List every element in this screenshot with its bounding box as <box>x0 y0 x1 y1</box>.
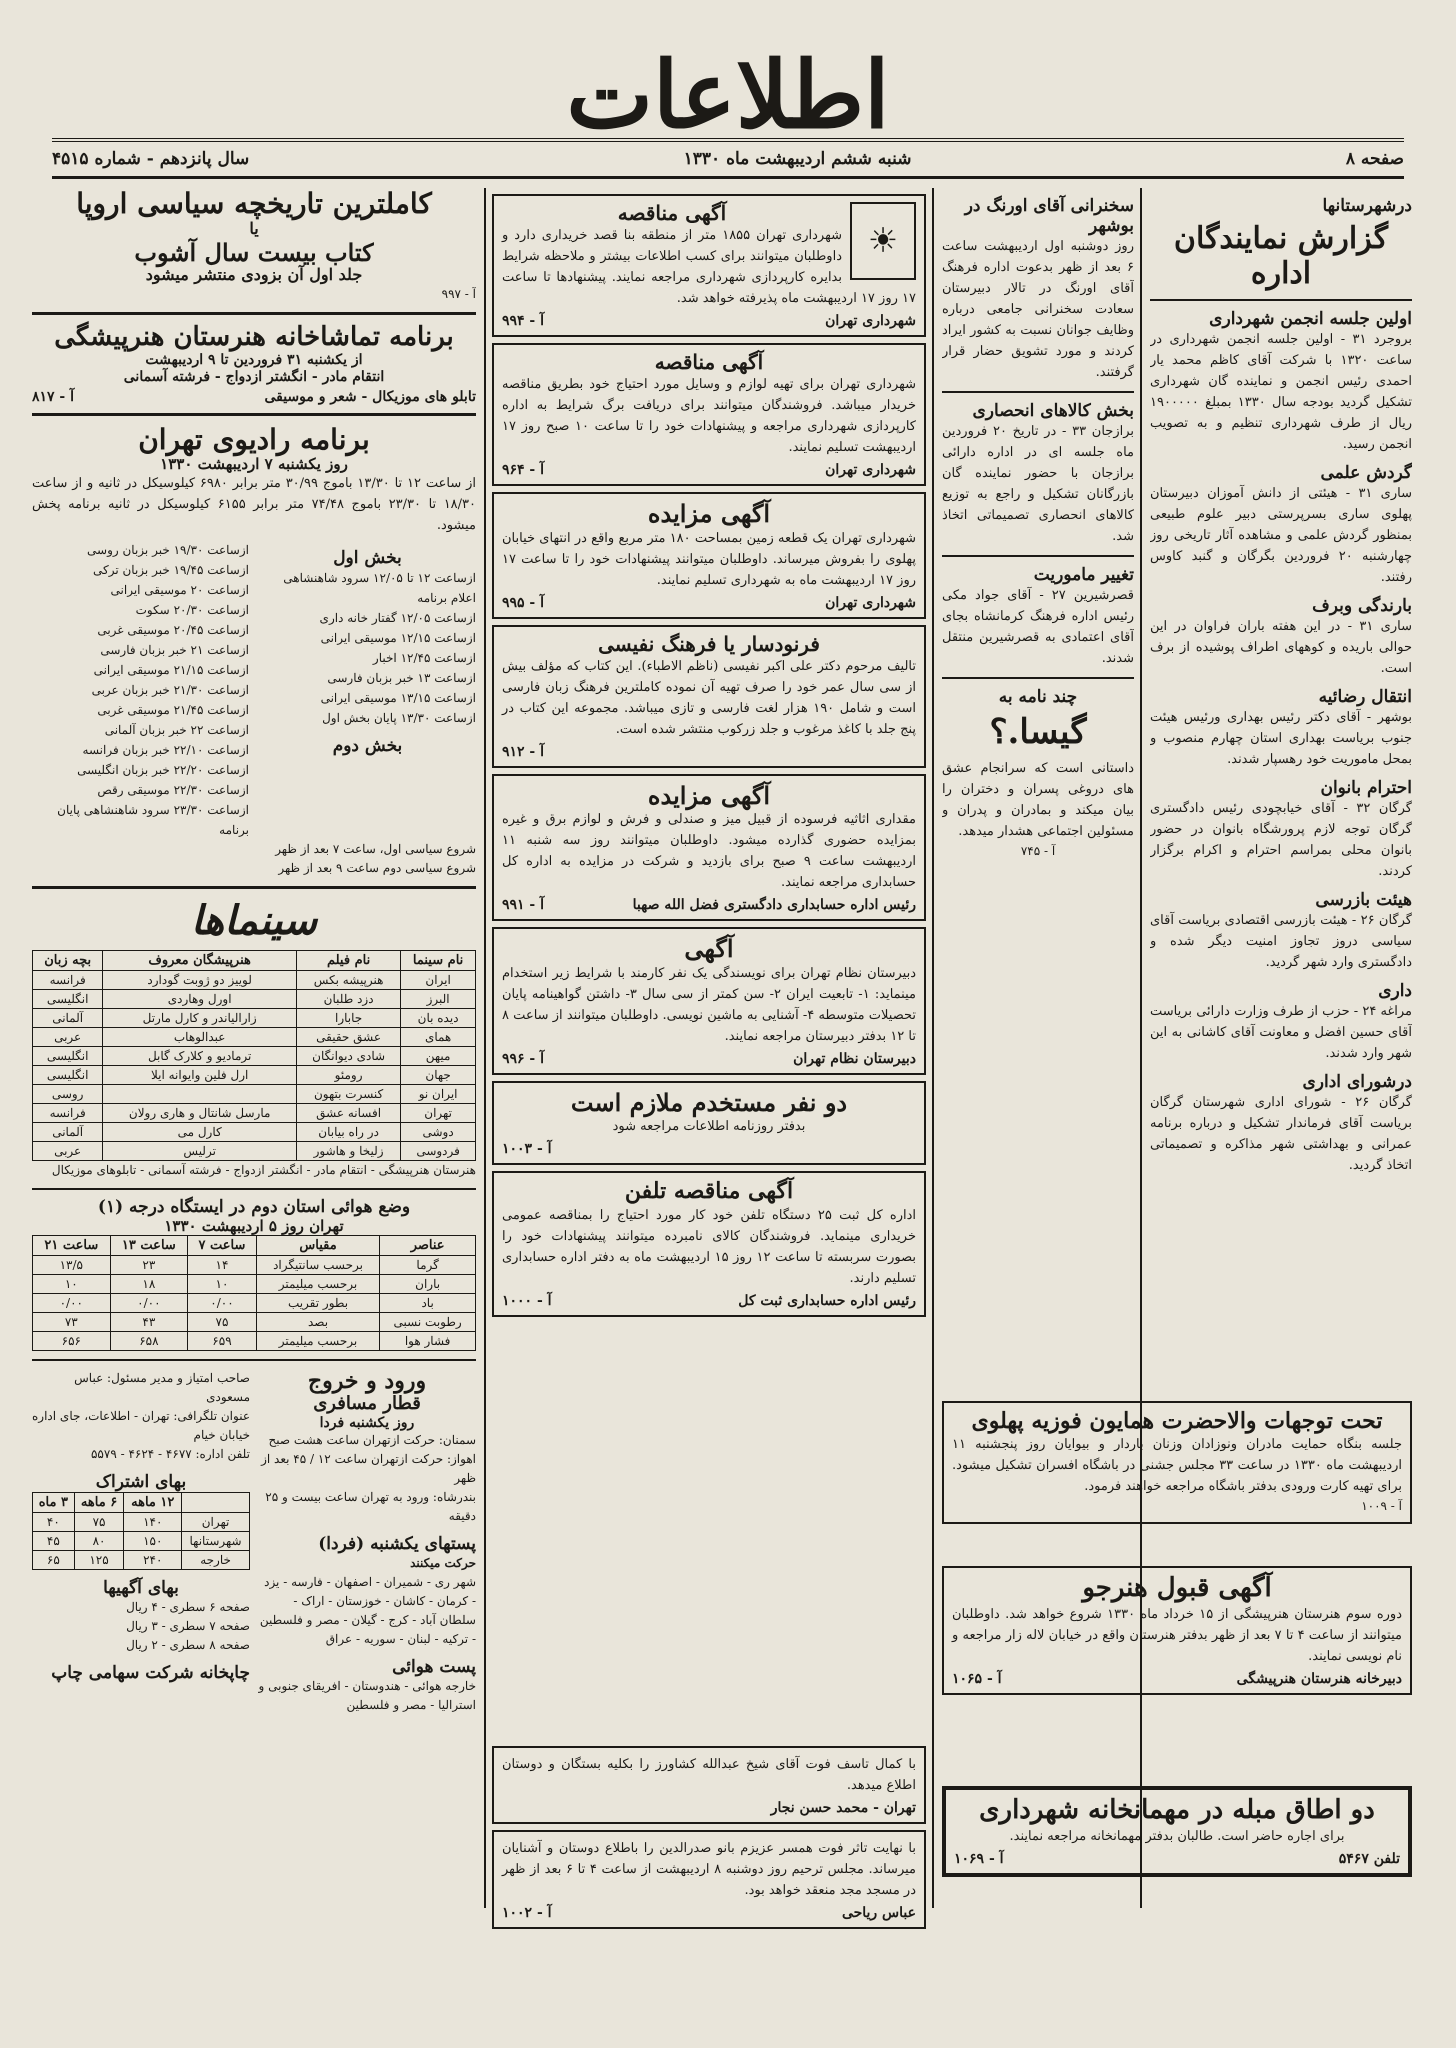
cinema-logo: سینماها <box>190 897 318 945</box>
news-item: گردش علمی ساری ۳۱ - هیئتی از دانش آموزان دبیرستان پهلوی ساری بسرپرستی دبیر علوم طبیعی بمنظور گردش علمی و مشاهده آثار تاریخی روز چهارشنبه ۲۰ فروردین بگرگان و گنبد کاوس رفتند. <box>1150 463 1412 585</box>
table-row: خارجه ۲۴۰ ۱۲۵ ۶۵ <box>33 1550 250 1569</box>
table-row: فشار هوا برحسب میلیمتر ۶۵۹ ۶۵۸ ۶۵۶ <box>33 1331 476 1350</box>
section-label: درشهرستانها <box>1322 196 1412 216</box>
theater-program-title: برنامه تماشاخانه هنرستان هنرپیشگی <box>54 321 454 352</box>
news-item: تغییر ماموریت قصرشیرین ۲۷ - آقای جواد مکی رئیس اداره فرهنگ کرمانشاه بجای آقای اعتمادی به قصرشیرین منتقل شدند. <box>942 565 1134 666</box>
table-row: جهان رومئو ارل فلین وایوانه ایلا انگلیسی <box>33 1066 476 1085</box>
condolence-notices: با کمال تاسف فوت آقای شیخ عبدالله کشاورز را بکلیه بستگان و دوستان اطلاع میدهد. تهران - محمد حسن نجار با نهایت تاثر فوت همسر عزیزم بانو صدرالدین را باطلاع دوستان و آشنایان میرساند. مجلس ترحیم روز دوشنبه ۸ اردیبهشت از ساعت ۴ تا ۶ بعد از ظهر در مسجد مجد منعقد خواهد بود. عباس ریاحی آ - ۱۰۰۲ <box>492 1740 926 1935</box>
column-listings: کاملترین تاریخچه سیاسی اروپا یا کتاب بیست سال آشوب جلد اول آن بزودی منتشر میشود آ - ۹۹۷ برنامه تماشاخانه هنرستان هنرپیشگی از یکشنبه ۳۱ فروردین تا ۹ اردیبهشت انتقام مادر - انگشتر ازدواج - فرشته آسمانی تابلو های موزیکال - شعر و موسیقی آ - ۸۱۷ برنامه رادیوی تهران روز یکشنبه ۷ اردیبهشت ۱۳۳۰ از ساعت ۱۲ تا ۱۳/۳۰ باموج ۳۰/۹۹ متر برابر ۶۹۸۰ کیلوسیکل در ثانیه و از ساعت ۱۸/۳۰ تا ۲۳/۳۰ باموج ۷۴/۴۸ متر برابر ۶۱۵۵ کیلوسیکل در ثانیه برنامه پخش میشود. بخش اول ازساعت ۱۲ تا ۱۲/۰۵ سرود شاهنشاهی اعلام برنامه ازساعت ۱۲/۰۵ گفتار خانه داری ازساعت ۱۲/۱۵ موسیقی ایرانی ازساعت ۱۲/۴۵ اخبار ازساعت ۱۳ خبر بزبان فارسی ازساعت ۱۳/۱۵ موسیقی ایرانی ازساعت ۱۳/۳۰ پایان بخش اول بخش دوم ازساعت ۱۹/۳۰ خبر بزبان روسی ازساعت ۱۹/۴۵ خبر بزبان ترکی ازساعت ۲۰ موسیقی ایرانی ازساعت ۲۰/۳۰ سکوت ازساعت ۲۰/۴۵ موسیقی غربی ازساعت ۲۱ خبر بزبان فارسی ازساعت ۲۱/۱۵ موسیقی ایرانی ازساعت ۲۱/۳۰ خبر بزبان عربی ازساعت ۲۱/۴۵ موسیقی غربی ازساعت ۲۲ خبر بزبان آلمانی ازساعت ۲۲/۱۰ خبر بزبان فرانسه ازساعت ۲۲/۲۰ خبر بزبان انگلیسی ازساعت ۲۲/۳۰ موسیقی رقص ازساعت ۲۳/۳۰ سرود شاهنشاهی پایان برنامه شروع سیاسی اول، ساعت ۷ بعد از ظهر شروع سیاسی دوم ساعت ۹ بعد از ظهر سینماها نام سینما نام فیلم هنرپیشگان معروف بچه زبان ایران هنرپیشه بکس لوییز دو ژوبت گودارد فرانسه البرز دزد طلبان اورل وهاردی انگلیسی دیده بان جابارا زارالیاندر و کارل مارتل آلمانی همای عشق حقیقی عبدالوهاب عربی میهن شادی دیوانگان ترمادیو و کلارک گابل انگلیسی جهان رومئو ارل فلین وایوانه ایلا انگلیسی ایران نو کنسرت بتهون روسی تهران افسانه عشق مارسل شانتال و هاری رولان فرانسه دوشی در راه بیابان کارل می آلمانی فردوسی زلیخا و هاشور ترلیس عربی هنرستان هنرپیشگی - انتقام مادر - انگشتر ازدواج - فرشته آسمانی - تابلوهای موزیکال وضع هوائی استان دوم در ایستگاه درجه (۱) تهران روز ۵ اردیبهشت ۱۳۳۰ عناصر مقیاس ساعت ۷ ساعت ۱۳ ساعت ۲۱ گرما برحسب سانتیگراد ۱۴ ۲۳ ۱۳/۵ باران برحسب میلیمتر ۱۰ ۱۸ ۱۰ باد بطور تقریب ۰/۰۰ ۰/۰۰ ۰/۰۰ رطوبت نسبی بصد ۷۵ ۴۳ ۷۳ فشار هوا برحسب میلیمتر ۶۵۹ ۶۵۸ ۶۵۶ ورود و خروج قطار مسافری روز یکشنبه فردا سمنان: حرکت ازتهران ساعت هشت صبح اهواز: حرکت ازتهران ساعت ۱۲ / ۴۵ بعد از ظهر بندرشاه: ورود به تهران ساعت بیست و ۲۵ دقیقه پستهای یکشنبه (فردا) حرکت میکنند شهر ری - شمیران - اصفهان - فارسه - یزد - کرمان - کاشان - خوزستان - اراک - سلطان آباد - کرج - گیلان - مصر و فلسطین - ترکیه - لبنان - سوریه - عراق پست هوائی خارجه هوائی - هندوستان - افریقای جنوبی و استرالیا - مصر و فلسطین صاحب امتیاز و مدیر مسئول: عباس مسعودی عنوان تلگرافی: تهران - اطلاعات، جای اداره خیابان خیام تلفن اداره: ۴۶۷۷ - ۴۶۲۴ - ۵۵۷۹ بهای اشتراک ۱۲ ماهه ۶ ماهه ۳ ماه تهران ۱۴۰ ۷۵ ۴۰ شهرستانها ۱۵۰ ۸۰ ۴۵ خارجه ۲۴۰ ۱۲۵ ۶۵ بهای آگهیها صفحه ۶ سطری - ۴ ریال صفحه ۷ سطری - ۳ ریال صفحه ۸ سطری - ۲ ریال چاپخانه شرکت سهامی چاپ <box>32 188 476 2008</box>
column-local-news <box>942 188 1134 1488</box>
publisher-box: صاحب امتیاز و مدیر مسئول: عباس مسعودی عنوان تلگرافی: تهران - اطلاعات، جای اداره خیابان خیام تلفن اداره: ۴۶۷۷ - ۴۶۲۴ - ۵۵۷۹ بهای اشتراک ۱۲ ماهه ۶ ماهه ۳ ماه تهران ۱۴۰ ۷۵ ۴۰ شهرستانها ۱۵۰ ۸۰ ۴۵ خارجه ۲۴۰ ۱۲۵ ۶۵ بهای آگهیها صفحه ۶ سطری - ۴ ریال صفحه ۷ سطری - ۳ ریال صفحه ۸ سطری - ۲ ریال چاپخانه شرکت سهامی چاپ <box>32 1370 250 1683</box>
table-row: شهرستانها ۱۵۰ ۸۰ ۴۵ <box>33 1531 250 1550</box>
tender-notice: آگهی مناقصه شهرداری تهران برای تهیه لوازم و وسایل مورد احتیاج خود بطریق مناقصه خریدار میباشد. فروشندگان میتوانند برای دریافت برگ شرایط به اداره کارپردازی شهرداری مراجعه و پیشنهادات خود را تا ساعت ۱۰ صبح روز ۱۷ اردیبهشت تسلیم نمایند. شهرداری تهران آ - ۹۶۴ <box>492 343 926 486</box>
column-rule <box>932 188 934 1908</box>
news-item: احترام بانوان گرگان ۳۲ - آقای خیابچودی رئیس دادگستری گرگان توجه لازم پرورشگاه بانوان در حضور بانوان محلی بمراسم احترام و اکرام برگزار کردند. <box>1150 778 1412 879</box>
employment-notice: آگهی دبیرستان نظام تهران برای نویسندگی یک نفر کارمند با شرایط زیر استخدام مینماید: ۱- تابعیت ایران ۲- سن کمتر از سی سال ۳- داشتن گواهینامه پایان تحصیلات متوسطه ۴- آشنایی به ماشین نویسی. داوطلبان میتوانند از ساعت ۸ تا ۱۲ بدفتر دبیرستان مراجعه نمایند. دبیرستان نظام تهران آ - ۹۹۶ <box>492 927 926 1075</box>
table-row: باد بطور تقریب ۰/۰۰ ۰/۰۰ ۰/۰۰ <box>33 1293 476 1312</box>
weather-title: وضع هوائی استان دوم در ایستگاه درجه (۱) <box>97 1197 411 1218</box>
cinema-table: نام سینما نام فیلم هنرپیشگان معروف بچه زبان ایران هنرپیشه بکس لوییز دو ژوبت گودارد فرانسه البرز دزد طلبان اورل وهاردی انگلیسی دیده بان جابارا زارالیاندر و کارل مارتل آلمانی همای عشق حقیقی عبدالوهاب عربی میهن شادی دیوانگان ترمادیو و کلارک گابل انگلیسی جهان رومئو ارل فلین وایوانه ایلا انگلیسی ایران نو کنسرت بتهون روسی تهران افسانه عشق مارسل شانتال و هاری رولان فرانسه دوشی در راه بیابان کارل می آلمانی فردوسی زلیخا و هاشور ترلیس عربی <box>32 950 476 1161</box>
masthead: اطلاعات <box>566 41 890 149</box>
issue-number: سال پانزدهم - شماره ۴۵۱۵ <box>52 149 250 169</box>
tender-notice: ☀ آگهی مناقصه شهرداری تهران ۱۸۵۵ متر از منطقه بنا قصد خریداری دارد و داوطلبان میتوانند برای کسب اطلاعات بیشتر و ملاحظه شرایط بدایره کارپردازی شهرداری مراجعه نمایند. پیشنهادها تا ساعت ۱۷ روز ۱۷ اردیبهشت ماه پذیرفته خواهد شد. شهرداری تهران آ - ۹۹۴ <box>492 194 926 337</box>
news-item: درشورای اداری گرگان ۲۶ - شورای اداری شهرستان گرگان بریاست آقای فرماندار تشکیل و درباره برنامه عمرانی و بهداشتی شهر مذاکره و تصمیماتی اتخاذ گردید. <box>1150 1072 1412 1173</box>
table-row: تهران ۱۴۰ ۷۵ ۴۰ <box>33 1512 250 1531</box>
lion-sun-emblem-icon: ☀ <box>850 202 916 280</box>
table-row: البرز دزد طلبان اورل وهاردی انگلیسی <box>33 990 476 1009</box>
travel-box: ورود و خروج قطار مسافری روز یکشنبه فردا سمنان: حرکت ازتهران ساعت هشت صبح اهواز: حرکت ازتهران ساعت ۱۲ / ۴۵ بعد از ظهر بندرشاه: ورود به تهران ساعت بیست و ۲۵ دقیقه پستهای یکشنبه (فردا) حرکت میکنند شهر ری - شمیران - اصفهان - فارسه - یزد - کرمان - کاشان - خوزستان - اراک - سلطان آباد - کرج - گیلان - مصر و فلسطین - ترکیه - لبنان - سوریه - عراق پست هوائی خارجه هوائی - هندوستان - افریقای جنوبی و استرالیا - مصر و فلسطین <box>258 1367 476 1712</box>
column-notices <box>492 188 926 1918</box>
auction-notice: آگهی مزایده مقداری اثاثیه فرسوده از قبیل میز و صندلی و فرش و لوازم برق و غیره بمزایده حضوری گذارده میشود. داوطلبان میتوانند روز سه شنبه ۱۱ اردیبهشت ساعت ۹ صبح برای بازدید و شرکت در مزایده به اداره کل حسابداری مراجعه نمایند. رئیس اداره حسابداری دادگستری فضل الله صهبا آ - ۹۹۱ <box>492 774 926 922</box>
table-row: گرما برحسب سانتیگراد ۱۴ ۲۳ ۱۳/۵ <box>33 1255 476 1274</box>
ad-code: آ - ۷۴۵ <box>1020 844 1056 859</box>
issue-date: شنبه ششم اردیبهشت ماه ۱۳۳۰ <box>683 149 912 169</box>
news-item: بخش کالاهای انحصاری برازجان ۳۳ - در تاریخ ۲۰ فروردین ماه جلسه ای در اداره دارائی برازجان با حضور نماینده گان بازرگانان تشکیل و راجع به توزیع کالاهای انحصاری تصمیماتی اتخاذ شد. <box>942 401 1134 544</box>
table-row: دیده بان جابارا زارالیاندر و کارل مارتل آلمانی <box>33 1009 476 1028</box>
page-number: صفحه ۸ <box>1345 149 1404 169</box>
news-item: اولین جلسه انجمن شهرداری بروجرد ۳۱ - اولین جلسه انجمن شهرداری در ساعت ۱۳۲۰ با شرکت آقای کاظم محمد یار احمدی رئیس انجمن و نماینده گان شهرداری تشکیل گردید بودجه سال ۱۳۳۰ بمبلغ ۱۹۰۰۰۰۰ ریال از طرف شهرداری تنظیم و به تصویب انجمن رسید. <box>1150 309 1412 452</box>
column-rule <box>484 188 486 1908</box>
radio-program-title: برنامه رادیوی تهران <box>138 422 370 456</box>
radio-schedule-part-one: بخش اول ازساعت ۱۲ تا ۱۲/۰۵ سرود شاهنشاهی اعلام برنامه ازساعت ۱۲/۰۵ گفتار خانه داری ازساعت ۱۲/۱۵ موسیقی ایرانی ازساعت ۱۲/۴۵ اخبار ازساعت ۱۳ خبر بزبان فارسی ازساعت ۱۳/۱۵ موسیقی ایرانی ازساعت ۱۳/۳۰ پایان بخش اول بخش دوم <box>283 548 476 757</box>
subscription-table: ۱۲ ماهه ۶ ماهه ۳ ماه تهران ۱۴۰ ۷۵ ۴۰ شهرستانها ۱۵۰ ۸۰ ۴۵ خارجه ۲۴۰ ۱۲۵ ۶۵ <box>32 1492 250 1570</box>
dateline <box>52 138 1404 179</box>
table-row: ایران هنرپیشه بکس لوییز دو ژوبت گودارد فرانسه <box>33 971 476 990</box>
table-row: رطوبت نسبی بصد ۷۵ ۴۳ ۷۳ <box>33 1312 476 1331</box>
feature-title: گیسا.؟ <box>989 712 1087 752</box>
feature-text: داستانی است که سرانجام عشق های دروغی پسران و دختران را بیان میکند و بمادران و پدران و مسئولین اجتماعی هشدار میدهد. <box>942 761 1134 840</box>
news-item: داری مراغه ۲۴ - حزب از طرف وزارت دارائی بریاست آقای حسین افضل و معاونت آقای کاشانی به این شهر وارد شدند. <box>1150 981 1412 1061</box>
feature-kicker: چند نامه به <box>998 687 1078 707</box>
table-row: تهران افسانه عشق مارسل شانتال و هاری رولان فرانسه <box>33 1104 476 1123</box>
auction-notice: آگهی مزایده شهرداری تهران یک قطعه زمین بمساحت ۱۸۰ متر مربع واقع در انتهای خیابان پهلوی را بفروش میرساند. داوطلبان میتوانند پیشنهادات خود را تا ساعت ۱۷ روز ۱۷ اردیبهشت ماه به شهرداری تسلیم نمایند. شهرداری تهران آ - ۹۹۵ <box>492 492 926 619</box>
table-row: ایران نو کنسرت بتهون روسی <box>33 1085 476 1104</box>
table-row: فردوسی زلیخا و هاشور ترلیس عربی <box>33 1142 476 1161</box>
column-regional-news <box>1150 188 1412 2008</box>
news-item: هیئت بازرسی گرگان ۲۶ - هیئت بازرسی اقتصادی بریاست آقای سیاسی دروز تجاوز امنیت دیگر شده و دادگستری وارد شهر گردید. <box>1150 890 1412 970</box>
table-row: دوشی در راه بیابان کارل می آلمانی <box>33 1123 476 1142</box>
table-row: همای عشق حقیقی عبدالوهاب عربی <box>33 1028 476 1047</box>
table-row: باران برحسب میلیمتر ۱۰ ۱۸ ۱۰ <box>33 1274 476 1293</box>
book-ad-title: کاملترین تاریخچه سیاسی اروپا <box>76 188 432 220</box>
telephone-tender: آگهی مناقصه تلفن اداره کل ثبت ۲۵ دستگاه تلفن خود کار مورد احتیاج را بمناقصه عمومی خریداری مینماید. فروشندگان کالای نامبرده میتوانند پیشنهادات خود را بصورت سربسته تا ساعت ۱۲ روز ۱۵ اردیبهشت ماه به دفتر اداره حسابداری تسلیم دارند. رئیس اداره حسابداری ثبت کل آ - ۱۰۰۰ <box>492 1171 926 1316</box>
dictionary-ad: فرنودسار یا فرهنگ نفیسی تالیف مرحوم دکتر علی اکبر نفیسی (ناظم الاطباء). این کتاب که مؤلف بیش از سی سال عمر خود را صرف تهیه آن نموده کاملترین فرهنگ زبان فارسی است و شامل ۱۹۰ هزار لغت فارسی و تازی میباشد. مجموعه این کتاب در پنج جلد با کاغذ مرغوب و جلد زرکوب منتشر شده است. آ - ۹۱۲ <box>492 625 926 768</box>
headline: گزارش نمایندگان اداره <box>1173 221 1389 291</box>
wanted-ad: دو نفر مستخدم ملازم است بدفتر روزنامه اطلاعات مراجعه شود آ - ۱۰۰۳ <box>492 1081 926 1166</box>
table-row: میهن شادی دیوانگان ترمادیو و کلارک گابل انگلیسی <box>33 1047 476 1066</box>
student-admission-ad: آگهی قبول هنرجو دوره سوم هنرستان هنرپیشگی از ۱۵ خرداد ماه ۱۳۳۰ شروع خواهد شد. داوطلبان میتوانند از ساعت ۴ تا ۷ بعد از ظهر بدفتر هنرستان واقع در خیابان لاله زار مراجعه و نام نویسی نمایند. دبیرخانه هنرستان هنرپیشگی آ - ۱۰۶۵ <box>942 1560 1412 1701</box>
weather-table: عناصر مقیاس ساعت ۷ ساعت ۱۳ ساعت ۲۱ گرما برحسب سانتیگراد ۱۴ ۲۳ ۱۳/۵ باران برحسب میلیمتر ۱۰ ۱۸ ۱۰ باد بطور تقریب ۰/۰۰ ۰/۰۰ ۰/۰۰ رطوبت نسبی بصد ۷۵ ۴۳ ۷۳ فشار هوا برحسب میلیمتر ۶۵۹ ۶۵۸ ۶۵۶ <box>32 1235 476 1351</box>
news-item: بارندگی وبرف ساری ۳۱ - در این هفته باران فراوان در این حوالی باریده و کوههای اطراف پوشیده از برف است. <box>1150 596 1412 676</box>
royal-notice: تحت توجهات والاحضرت همایون فوزیه پهلوی جلسه بنگاه حمایت مادران ونوزادان وزنان باردار و بیوایان روز پنجشنبه ۱۱ اردیبهشت ماه ۱۳۳۰ در ساعت ۳۳ مجلس جشنی در باشگاه افسران تشکیل میشود. برای تهیه کارت ورودی بدفتر باشگاه مراجعه خواهند فرمود. آ - ۱۰۰۹ <box>942 1395 1412 1530</box>
news-item: سخنرانی آقای اورنگ در بوشهر روز دوشنبه اول اردیبهشت ساعت ۶ بعد از ظهر بدعوت اداره فرهنگ آقای اورنگ در تالار دبیرستان سعادت سخنرانی جامعی درباره وظایف جوانان نسبت به کشور ایراد کردند و مورد تشویق حضار قرار گرفتند. <box>942 196 1134 380</box>
radio-schedule-part-two: ازساعت ۱۹/۳۰ خبر بزبان روسی ازساعت ۱۹/۴۵ خبر بزبان ترکی ازساعت ۲۰ موسیقی ایرانی ازساعت ۲۰/۳۰ سکوت ازساعت ۲۰/۴۵ موسیقی غربی ازساعت ۲۱ خبر بزبان فارسی ازساعت ۲۱/۱۵ موسیقی ایرانی ازساعت ۲۱/۳۰ خبر بزبان عربی ازساعت ۲۱/۴۵ موسیقی غربی ازساعت ۲۲ خبر بزبان آلمانی ازساعت ۲۲/۱۰ خبر بزبان فرانسه ازساعت ۲۲/۲۰ خبر بزبان انگلیسی ازساعت ۲۲/۳۰ موسیقی رقص ازساعت ۲۳/۳۰ سرود شاهنشاهی پایان برنامه <box>57 543 249 838</box>
room-rental-ad: دو اطاق مبله در مهمانخانه شهرداری برای اجاره حاضر است. طالبان بدفتر مهمانخانه مراجعه نمایند. تلفن ۵۴۶۷ آ - ۱۰۶۹ <box>942 1780 1412 1883</box>
news-item: انتقال رضائیه بوشهر - آقای دکتر رئیس بهداری ورئیس هیئت جنوب بریاست بهداری استان چهارم منصوب و بمحل ماموریت خود رهسپار شدند. <box>1150 687 1412 767</box>
